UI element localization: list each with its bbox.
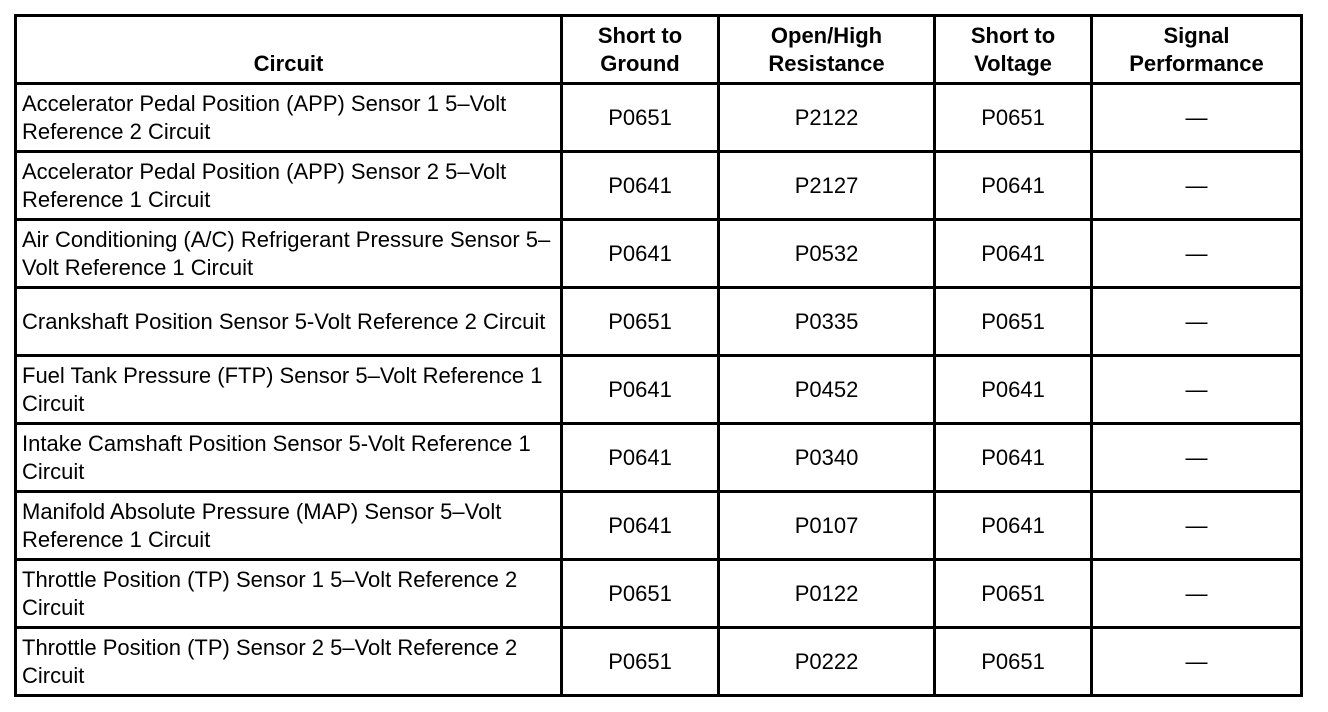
cell-signal-performance: — <box>1092 424 1302 492</box>
table-row <box>16 356 1302 424</box>
cell-short-to-voltage: P0651 <box>935 560 1092 628</box>
cell-open-high-resistance: P0452 <box>719 356 935 424</box>
cell-signal-performance: — <box>1092 288 1302 356</box>
cell-short-to-ground: P0651 <box>562 560 719 628</box>
cell-open-high-resistance: P0222 <box>719 628 935 696</box>
cell-signal-performance: — <box>1092 152 1302 220</box>
table-row <box>16 628 1302 696</box>
table-row <box>16 288 1302 356</box>
cell-open-high-resistance: P2122 <box>719 84 935 152</box>
cell-circuit: Fuel Tank Pressure (FTP) Sensor 5–Volt Reference 1 Circuit <box>16 356 562 424</box>
table-row <box>16 220 1302 288</box>
cell-signal-performance: — <box>1092 220 1302 288</box>
cell-circuit: Throttle Position (TP) Sensor 2 5–Volt Reference 2 Circuit <box>16 628 562 696</box>
table-body <box>16 84 1302 696</box>
cell-circuit: Intake Camshaft Position Sensor 5-Volt Reference 1 Circuit <box>16 424 562 492</box>
table-row <box>16 560 1302 628</box>
header-signal-performance: Signal Performance <box>1092 16 1302 84</box>
cell-open-high-resistance: P0335 <box>719 288 935 356</box>
cell-short-to-voltage: P0651 <box>935 84 1092 152</box>
cell-short-to-voltage: P0641 <box>935 492 1092 560</box>
dtc-table <box>14 14 1303 697</box>
cell-short-to-ground: P0641 <box>562 152 719 220</box>
cell-open-high-resistance: P2127 <box>719 152 935 220</box>
cell-circuit: Manifold Absolute Pressure (MAP) Sensor 5–Volt Reference 1 Circuit <box>16 492 562 560</box>
header-row <box>16 16 1302 84</box>
cell-short-to-voltage: P0651 <box>935 628 1092 696</box>
cell-circuit: Crankshaft Position Sensor 5-Volt Reference 2 Circuit <box>16 288 562 356</box>
table-row <box>16 492 1302 560</box>
table-row <box>16 424 1302 492</box>
cell-short-to-ground: P0651 <box>562 628 719 696</box>
header-circuit: Circuit <box>16 16 562 84</box>
cell-short-to-voltage: P0651 <box>935 288 1092 356</box>
cell-short-to-voltage: P0641 <box>935 220 1092 288</box>
header-short-to-ground: Short to Ground <box>562 16 719 84</box>
cell-short-to-voltage: P0641 <box>935 356 1092 424</box>
cell-short-to-ground: P0641 <box>562 492 719 560</box>
table-row <box>16 152 1302 220</box>
cell-short-to-ground: P0651 <box>562 84 719 152</box>
cell-short-to-ground: P0641 <box>562 220 719 288</box>
header-open-high-resistance: Open/High Resistance <box>719 16 935 84</box>
cell-short-to-ground: P0641 <box>562 356 719 424</box>
cell-circuit: Accelerator Pedal Position (APP) Sensor 2 5–Volt Reference 1 Circuit <box>16 152 562 220</box>
cell-short-to-voltage: P0641 <box>935 424 1092 492</box>
cell-open-high-resistance: P0107 <box>719 492 935 560</box>
cell-open-high-resistance: P0340 <box>719 424 935 492</box>
cell-signal-performance: — <box>1092 356 1302 424</box>
cell-open-high-resistance: P0532 <box>719 220 935 288</box>
table-row <box>16 84 1302 152</box>
header-short-to-voltage: Short to Voltage <box>935 16 1092 84</box>
cell-short-to-voltage: P0641 <box>935 152 1092 220</box>
cell-short-to-ground: P0641 <box>562 424 719 492</box>
cell-circuit: Accelerator Pedal Position (APP) Sensor 1 5–Volt Reference 2 Circuit <box>16 84 562 152</box>
cell-signal-performance: — <box>1092 492 1302 560</box>
table-header <box>16 16 1302 84</box>
cell-short-to-ground: P0651 <box>562 288 719 356</box>
cell-circuit: Air Conditioning (A/C) Refrigerant Pressure Sensor 5–Volt Reference 1 Circuit <box>16 220 562 288</box>
cell-signal-performance: — <box>1092 84 1302 152</box>
cell-circuit: Throttle Position (TP) Sensor 1 5–Volt Reference 2 Circuit <box>16 560 562 628</box>
cell-signal-performance: — <box>1092 628 1302 696</box>
cell-signal-performance: — <box>1092 560 1302 628</box>
cell-open-high-resistance: P0122 <box>719 560 935 628</box>
